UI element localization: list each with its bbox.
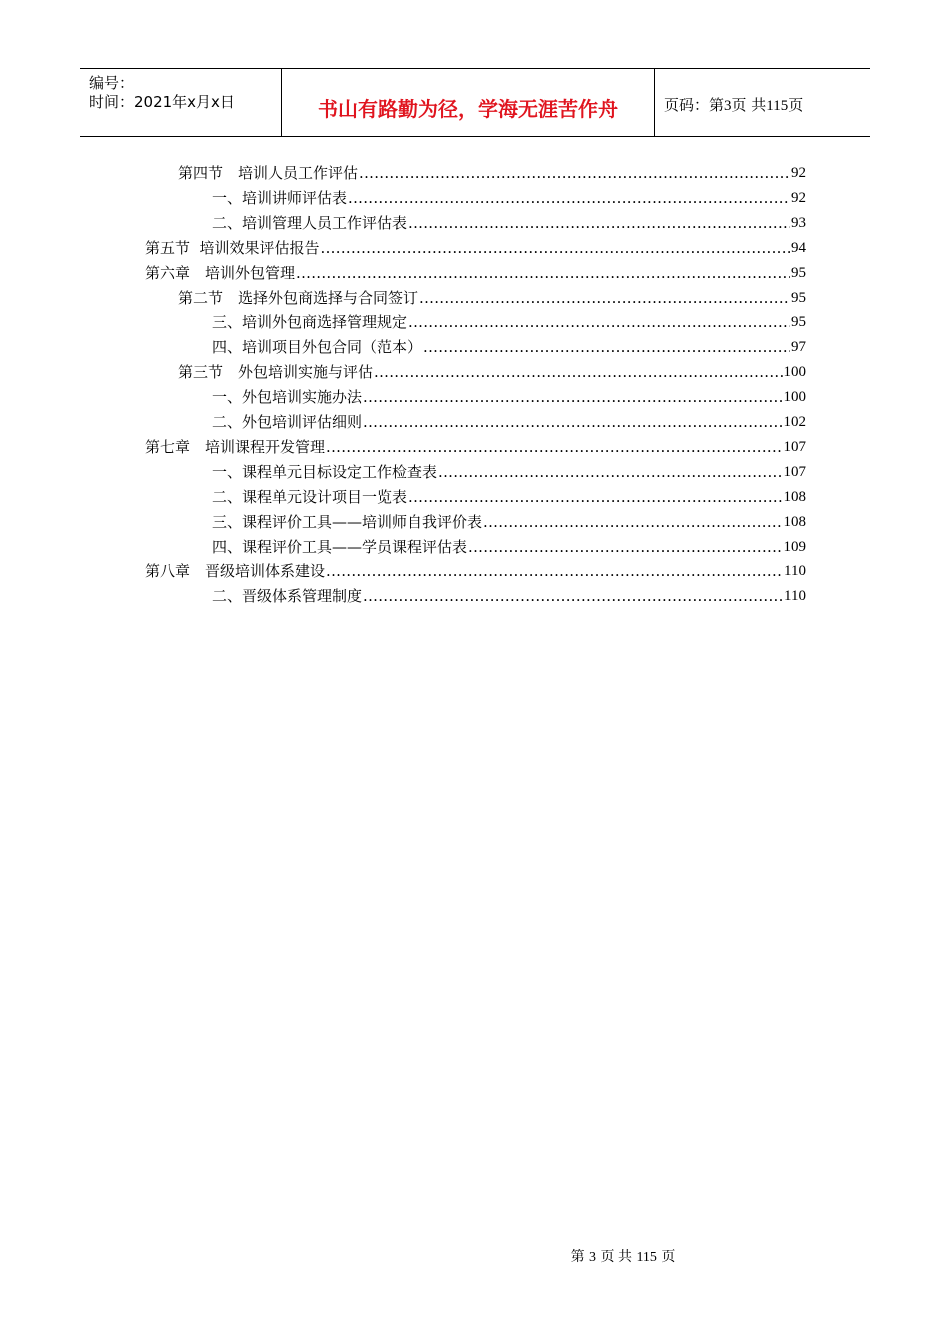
toc-page-number: 102 xyxy=(783,414,806,430)
toc-page-number: 110 xyxy=(784,563,806,580)
toc-dot-leader xyxy=(363,587,783,605)
toc-page-number: 107 xyxy=(783,463,806,480)
toc-page-number: 109 xyxy=(783,538,806,555)
toc-page-number: 92 xyxy=(791,165,806,181)
toc-dot-leader xyxy=(408,214,790,232)
toc-row[interactable] xyxy=(212,482,806,506)
toc-row[interactable] xyxy=(212,507,806,531)
header-page-info xyxy=(664,94,803,115)
toc-title: 一、培训讲师评估表 xyxy=(212,188,348,207)
toc-title: 二、晋级体系管理制度 xyxy=(212,587,363,606)
toc-dot-leader xyxy=(326,438,782,456)
toc-dot-leader xyxy=(483,513,782,531)
date-label: 时间：2021年x月x日 xyxy=(89,93,235,111)
toc-title: 一、外包培训实施办法 xyxy=(212,388,363,407)
toc-page-number: 107 xyxy=(783,438,806,455)
toc-row[interactable] xyxy=(145,556,806,580)
footer-suffix: 页 xyxy=(661,1250,676,1265)
toc-title: 第八章 晋级培训体系建设 xyxy=(145,562,326,581)
toc-dot-leader xyxy=(468,538,782,556)
toc-dot-leader xyxy=(423,338,790,356)
toc-title: 第六章 培训外包管理 xyxy=(145,263,296,282)
toc-row[interactable] xyxy=(212,183,806,207)
header-page-current: 3 xyxy=(724,98,732,114)
toc-dot-leader xyxy=(408,313,790,331)
toc-page-number: 93 xyxy=(791,214,806,231)
toc-title: 三、课程评价工具——培训师自我评价表 xyxy=(212,512,483,531)
toc-title: 四、课程评价工具——学员课程评估表 xyxy=(212,537,468,556)
footer-current: 3 xyxy=(589,1250,597,1265)
toc-page-number: 92 xyxy=(791,189,806,206)
header-page-mid: 页 共 xyxy=(731,96,767,114)
toc-row[interactable] xyxy=(178,357,806,381)
toc-page-number: 95 xyxy=(791,314,806,331)
toc-page-number: 110 xyxy=(784,588,806,605)
toc-dot-leader xyxy=(348,189,790,207)
toc-title: 第四节 培训人员工作评估 xyxy=(178,164,359,182)
toc-dot-leader xyxy=(438,463,782,481)
toc-page-number: 97 xyxy=(791,339,806,356)
toc-row[interactable] xyxy=(212,581,806,605)
toc-page-number: 94 xyxy=(791,239,806,256)
header-page-total: 115 xyxy=(766,98,789,114)
page-footer xyxy=(148,1246,950,1266)
header-motto-cell xyxy=(282,69,655,136)
toc-row[interactable] xyxy=(212,307,806,331)
toc-title: 第三节 外包培训实施与评估 xyxy=(178,363,374,382)
header-page-suffix: 页 xyxy=(788,96,804,114)
motto-text: 书山有路勤为径，学海无涯苦作舟 xyxy=(318,97,618,121)
toc-row[interactable] xyxy=(145,233,806,257)
toc-title: 第七章 培训课程开发管理 xyxy=(145,437,326,456)
toc-dot-leader xyxy=(359,164,790,182)
toc-dot-leader xyxy=(363,388,782,406)
toc-page-number: 108 xyxy=(783,513,806,530)
toc-title: 三、培训外包商选择管理规定 xyxy=(212,313,408,332)
toc-row[interactable] xyxy=(145,258,806,282)
toc-row[interactable] xyxy=(212,532,806,556)
toc-page-number: 95 xyxy=(791,289,806,306)
toc-page-number: 100 xyxy=(783,364,806,381)
toc-title: 二、课程单元设计项目一览表 xyxy=(212,487,408,506)
footer-prefix: 第 xyxy=(570,1250,585,1265)
toc-dot-leader xyxy=(374,363,782,381)
toc-dot-leader xyxy=(321,239,790,257)
toc-dot-leader xyxy=(326,562,783,580)
toc-page-number: 95 xyxy=(791,264,806,281)
footer-mid: 页 共 xyxy=(600,1250,632,1265)
toc-row[interactable] xyxy=(145,432,806,456)
toc-dot-leader xyxy=(419,289,790,307)
toc-title: 二、培训管理人员工作评估表 xyxy=(212,213,408,232)
toc-title: 一、课程单元目标设定工作检查表 xyxy=(212,462,438,481)
toc-dot-leader xyxy=(408,488,782,506)
serial-label: 编号： xyxy=(89,74,135,92)
header-meta-cell xyxy=(80,69,282,136)
page-header xyxy=(80,68,870,137)
toc-row[interactable] xyxy=(178,158,806,182)
toc-page-number: 100 xyxy=(783,389,806,406)
toc-title: 四、培训项目外包合同（范本） xyxy=(212,338,423,357)
toc-row[interactable] xyxy=(212,407,806,431)
toc-title: 第二节 选择外包商选择与合同签订 xyxy=(178,288,419,307)
header-page-cell xyxy=(655,69,870,136)
toc-row[interactable] xyxy=(212,382,806,406)
toc-title: 第五节 培训效果评估报告 xyxy=(145,238,320,257)
toc-row[interactable] xyxy=(212,208,806,232)
toc-dot-leader xyxy=(363,413,782,431)
header-page-prefix: 页码：第 xyxy=(664,96,725,114)
toc-row[interactable] xyxy=(178,283,806,307)
toc-row[interactable] xyxy=(212,332,806,356)
toc-title: 二、外包培训评估细则 xyxy=(212,413,363,431)
toc-row[interactable] xyxy=(212,457,806,481)
toc-page-number: 108 xyxy=(783,488,806,505)
footer-total: 115 xyxy=(636,1250,657,1265)
toc-dot-leader xyxy=(296,264,790,282)
